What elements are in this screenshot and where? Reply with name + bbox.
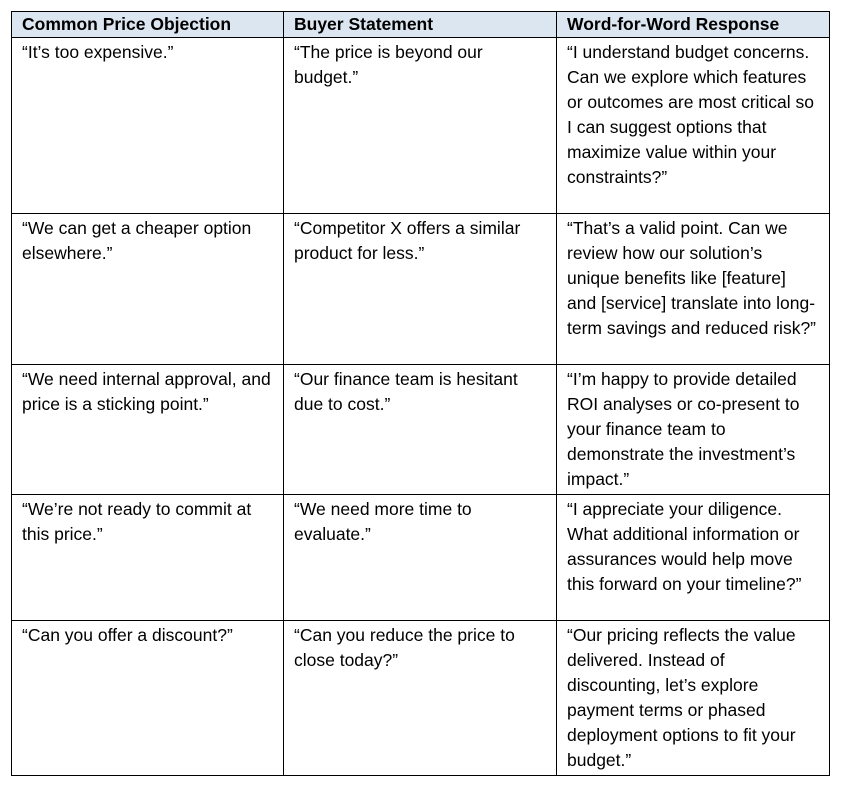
buyer-statement-cell: “Our finance team is hesitant due to cost.” <box>284 365 557 495</box>
objection-cell: “We need internal approval, and price is a sticking point.” <box>12 365 284 495</box>
buyer-statement-cell: “Competitor X offers a similar product for less.” <box>284 214 557 365</box>
table-header <box>12 12 830 38</box>
table-row <box>12 365 830 495</box>
table-row <box>12 38 830 214</box>
price-objection-table <box>11 11 830 776</box>
response-cell: “Our pricing reflects the value delivered. Instead of discounting, let’s explore payment terms or phased deployment options to fit your budget.” <box>557 621 830 776</box>
objection-cell: “We’re not ready to commit at this price.” <box>12 495 284 621</box>
header-row <box>12 12 830 38</box>
header-word-for-word-response: Word-for-Word Response <box>557 12 830 38</box>
buyer-statement-cell: “Can you reduce the price to close today?” <box>284 621 557 776</box>
table-row <box>12 214 830 365</box>
table-row <box>12 621 830 776</box>
objection-cell: “Can you offer a discount?” <box>12 621 284 776</box>
header-common-price-objection: Common Price Objection <box>12 12 284 38</box>
response-cell: “I appreciate your diligence. What additional information or assurances would help move this forward on your timeline?” <box>557 495 830 621</box>
table-row <box>12 495 830 621</box>
objection-cell: “We can get a cheaper option elsewhere.” <box>12 214 284 365</box>
response-cell: “I’m happy to provide detailed ROI analyses or co-present to your finance team to demonstrate the investment’s impact.” <box>557 365 830 495</box>
table-body <box>12 38 830 776</box>
response-cell: “That’s a valid point. Can we review how our solution’s unique benefits like [feature] and [service] translate into long-term savings and reduced risk?” <box>557 214 830 365</box>
header-buyer-statement: Buyer Statement <box>284 12 557 38</box>
objection-cell: “It’s too expensive.” <box>12 38 284 214</box>
buyer-statement-cell: “We need more time to evaluate.” <box>284 495 557 621</box>
buyer-statement-cell: “The price is beyond our budget.” <box>284 38 557 214</box>
response-cell: “I understand budget concerns. Can we explore which features or outcomes are most critical so I can suggest options that maximize value within your constraints?” <box>557 38 830 214</box>
